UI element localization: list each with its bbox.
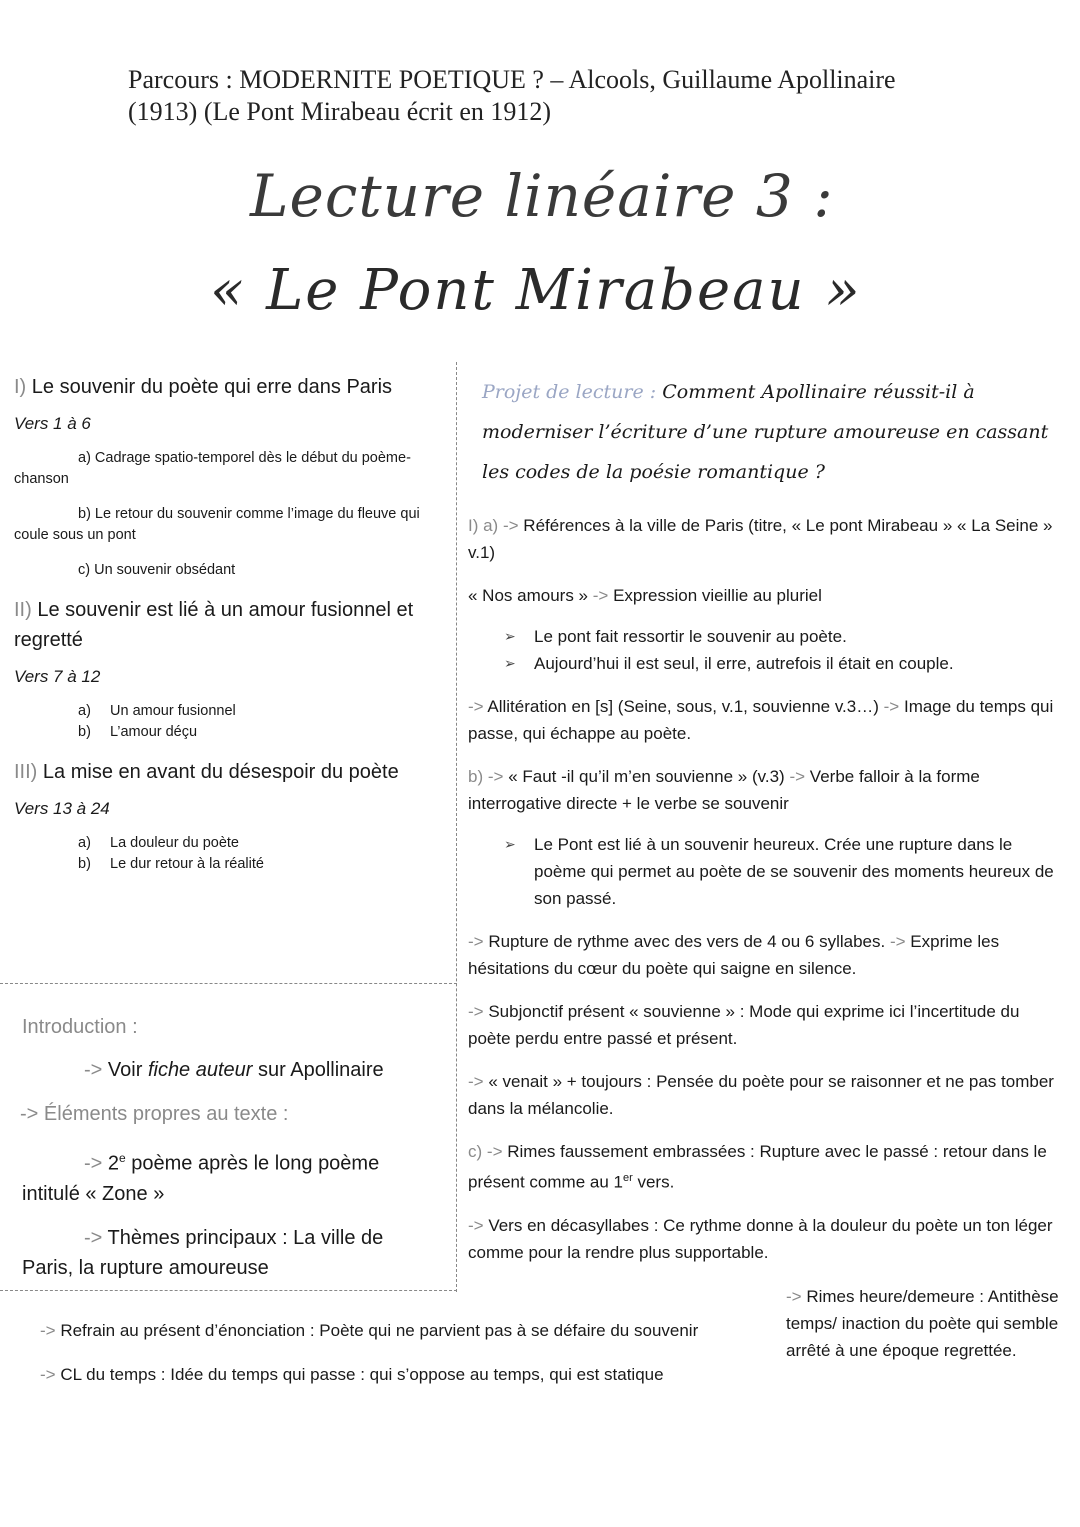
section-1-item-b [14, 504, 444, 546]
outline-bottom-divider [0, 983, 457, 984]
section-1-item-b-text: b) Le retour du souvenir comme l’image du fleuve qui coule sous un pont [14, 506, 420, 543]
arrow-icon: -> [84, 1226, 103, 1249]
header-line-1: Parcours : MODERNITE POETIQUE ? – Alcools, Guillaume Apollinaire [128, 65, 896, 94]
arrow-icon: -> [889, 932, 906, 951]
introduction [22, 1016, 452, 1283]
analysis-r5-text-b: Exprime les hésitations du cœur du poète qui saigne en silence. [468, 932, 1000, 978]
analysis-r8-mark: c) [468, 1142, 483, 1161]
intro-line-zone [22, 1143, 452, 1179]
section-3-item-a [78, 833, 444, 854]
analysis-r2-quote: « Nos amours » [468, 586, 588, 605]
section-1-item-a [14, 448, 444, 490]
section-1-verses: Vers 1 à 6 [14, 414, 91, 433]
title-line-2: « Le Pont Mirabeau » [210, 258, 862, 323]
intro-zone-a: 2 [107, 1152, 120, 1175]
arrow-icon: -> [40, 1321, 56, 1340]
section-2-heading: Le souvenir est lié à un amour fusionnel et regretté [14, 599, 414, 651]
bullets-2 [468, 831, 1064, 912]
course-header [128, 64, 1028, 128]
analysis-r3-text-a: Allitération en [s] (Seine, sous, v.1, souvienne v.3…) [487, 697, 879, 716]
intro-zone-b: poème après le long poème [125, 1152, 380, 1175]
arrow-icon: -> [468, 932, 484, 951]
intro-line-author [22, 1055, 452, 1085]
intro-author-c: sur Apollinaire [252, 1059, 384, 1081]
analysis-r5 [468, 928, 1064, 982]
bullet-item [504, 831, 1064, 912]
section-2-item-b-mark: b) [78, 724, 91, 740]
bullet-arrow-icon: ➢ [504, 655, 516, 671]
bullet-item [504, 650, 1064, 677]
side-note [786, 1283, 1066, 1364]
arrow-icon: -> [468, 697, 484, 716]
analysis-r6 [468, 998, 1064, 1052]
section-1-item-c [14, 560, 444, 581]
analysis-r6-text: Subjonctif présent « souvienne » : Mode qui exprime ici l’incertitude du poète perdu entre passé et présent. [468, 1002, 1020, 1048]
section-3-item-a-mark: a) [78, 835, 91, 851]
reading-project-text: Comment Apollinaire réussit-il à moderniser l’écriture d’une rupture amoureuse en cassant les codes de la poésie romantique ? [482, 381, 1049, 483]
analysis-r3-text-b: Image du temps qui passe, qui échappe au poète. [468, 697, 1054, 743]
section-2-item-b [78, 722, 444, 743]
bullet-2-text: Aujourd’hui il est seul, il erre, autrefois il était en couple. [534, 654, 954, 673]
section-3-items [14, 833, 444, 875]
section-2-items [14, 701, 444, 743]
intro-line-zone-2: intitulé « Zone » [22, 1182, 165, 1205]
analysis-r8 [468, 1138, 1064, 1196]
arrow-icon: -> [487, 767, 504, 786]
bottom-note-2 [40, 1361, 664, 1388]
section-3-item-a-text: La douleur du poète [110, 835, 239, 851]
section-3-verses: Vers 13 à 24 [14, 799, 110, 818]
intro-line-themes [22, 1223, 452, 1253]
analysis-r5-text-a: Rupture de rythme avec des vers de 4 ou 6 syllabes. [488, 932, 886, 951]
bottom-note-2-text: CL du temps : Idée du temps qui passe : qui s’oppose au temps, qui est statique [60, 1365, 664, 1384]
header-line-2: (1913) (Le Pont Mirabeau écrit en 1912) [128, 97, 552, 126]
analysis-r7-text: « venait » + toujours : Pensée du poète pour se raisonner et ne pas tomber dans la mélancolie. [468, 1072, 1054, 1118]
section-1-item-c-text: c) Un souvenir obsédant [78, 562, 236, 578]
analysis-r2 [468, 582, 1064, 609]
intro-zone-sup: e [119, 1151, 126, 1165]
section-2-title [14, 595, 444, 655]
bullet-item [504, 623, 1064, 650]
arrow-icon: -> [468, 1002, 484, 1021]
bottom-note-1-text: Refrain au présent d’énonciation : Poète qui ne parvient pas à se défaire du souvenir [60, 1321, 699, 1340]
intro-bottom-divider [0, 1290, 457, 1291]
analysis-r8-text-a: Rimes faussement embrassées : Rupture avec le passé : retour dans le présent comme au 1 [468, 1142, 1047, 1192]
section-3-heading: La mise en avant du désespoir du poète [42, 761, 399, 783]
intro-line-themes-2: Paris, la rupture amoureuse [22, 1256, 269, 1279]
intro-label: Introduction : [22, 1016, 138, 1038]
arrow-icon: -> [84, 1059, 103, 1081]
title-line-1: Lecture linéaire 3 : [250, 162, 834, 230]
section-2-item-a-mark: a) [78, 703, 91, 719]
column-divider [456, 362, 457, 1292]
analysis-r9-text: Vers en décasyllabes : Ce rythme donne à la douleur du poète un ton léger comme pour la rendre plus supportable. [468, 1215, 1053, 1262]
arrow-icon: -> [40, 1365, 56, 1384]
section-2-item-a [78, 701, 444, 722]
bullet-1-text: Le pont fait ressortir le souvenir au poète. [534, 627, 847, 646]
arrow-icon: -> [883, 697, 900, 716]
analysis-r4-quote: « Faut -il qu’il m’en souvienne » (v.3) [508, 767, 785, 786]
arrow-icon: -> [20, 1103, 39, 1125]
bullets-1 [468, 623, 1064, 677]
section-3-title [14, 757, 444, 787]
section-3-item-b-text: Le dur retour à la réalité [110, 856, 264, 872]
analysis-r4-mark: b) [468, 767, 484, 786]
analysis-r1-mark: I) a) [468, 516, 499, 535]
analysis-r1-text: Références à la ville de Paris (titre, « Le pont Mirabeau » « La Seine » v.1) [468, 516, 1053, 562]
section-3-numeral: III) [14, 761, 38, 783]
bullet-3-text: Le Pont est lié à un souvenir heureux. Crée une rupture dans le poème qui permet au poète de se souvenir des moments heureux de son passé. [534, 835, 1054, 908]
arrow-icon: -> [468, 1215, 484, 1235]
section-3-item-b [78, 854, 444, 875]
side-note-text: Rimes heure/demeure : Antithèse temps/ inaction du poète qui semble arrêté à une époque regrettée. [786, 1287, 1059, 1360]
intro-author-b: fiche auteur [147, 1059, 253, 1081]
bullet-arrow-icon: ➢ [504, 836, 516, 852]
arrow-icon: -> [486, 1142, 503, 1161]
section-2-item-b-text: L’amour déçu [110, 724, 198, 740]
outline [14, 372, 444, 875]
section-1-title [14, 372, 444, 402]
analysis-r1 [468, 512, 1064, 566]
section-2 [14, 595, 444, 743]
arrow-icon: -> [592, 586, 609, 605]
analysis-r4 [468, 763, 1064, 817]
arrow-icon: -> [786, 1287, 802, 1306]
analysis-r4-text: Verbe falloir à la forme interrogative directe + le verbe se souvenir [468, 767, 980, 813]
analysis-r8-sup: er [622, 1172, 633, 1184]
intro-elements-text: Éléments propres au texte : [43, 1103, 289, 1125]
section-1-heading: Le souvenir du poète qui erre dans Paris [31, 376, 393, 398]
arrow-icon: -> [502, 516, 519, 535]
analysis-r7 [468, 1068, 1064, 1122]
analysis-r2-text: Expression vieillie au pluriel [613, 586, 822, 605]
arrow-icon: -> [468, 1072, 484, 1091]
section-2-verses: Vers 7 à 12 [14, 667, 101, 686]
analysis-r8-text-b: vers. [632, 1172, 675, 1192]
intro-themes-a: Thèmes principaux : La ville de [107, 1226, 384, 1249]
intro-line-elements [20, 1099, 452, 1129]
intro-author-a: Voir [107, 1059, 148, 1081]
analysis-r9 [468, 1212, 1064, 1266]
section-1 [14, 372, 444, 581]
bottom-note-1 [40, 1317, 698, 1344]
analysis-r3 [468, 693, 1064, 747]
reading-project [468, 372, 1064, 492]
arrow-icon: -> [789, 767, 806, 786]
section-2-numeral: II) [14, 599, 32, 621]
section-3 [14, 757, 444, 875]
arrow-icon: -> [84, 1152, 103, 1175]
analysis [468, 372, 1064, 1266]
section-1-numeral: I) [14, 376, 27, 398]
section-3-item-b-mark: b) [78, 856, 91, 872]
section-1-item-a-text: a) Cadrage spatio-temporel dès le début du poème-chanson [14, 450, 411, 487]
bullet-arrow-icon: ➢ [504, 628, 516, 644]
reading-project-label: Projet de lecture : [482, 381, 657, 403]
section-2-item-a-text: Un amour fusionnel [110, 703, 236, 719]
